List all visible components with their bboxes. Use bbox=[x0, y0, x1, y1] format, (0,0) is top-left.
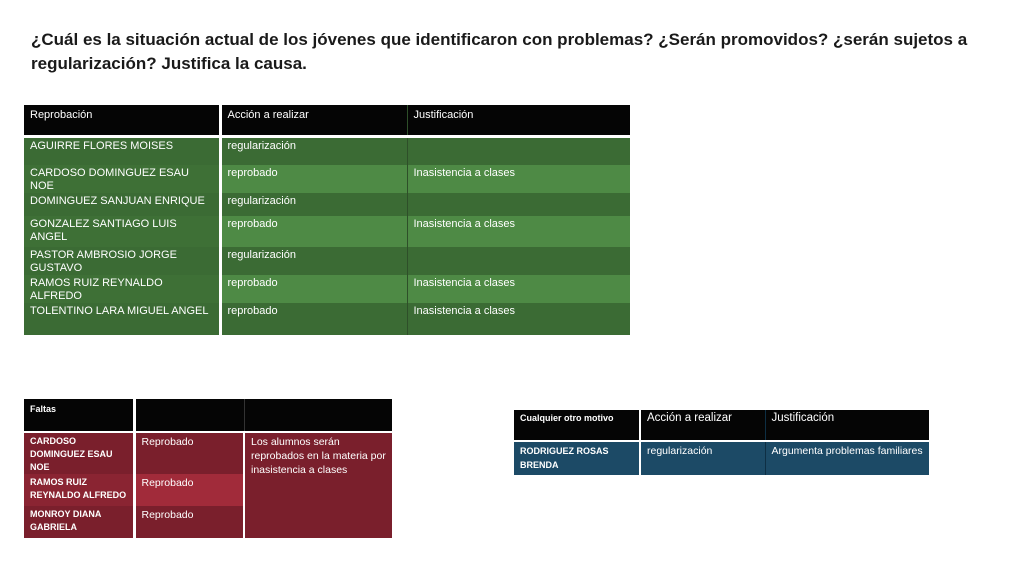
student-name: GONZALEZ SANTIAGO LUIS ANGEL bbox=[24, 216, 220, 247]
table-header-row bbox=[24, 399, 392, 432]
justification-cell: Inasistencia a clases bbox=[407, 216, 630, 247]
table-row bbox=[514, 441, 929, 475]
faltas-table bbox=[24, 399, 392, 538]
header-faltas: Faltas bbox=[24, 399, 134, 432]
student-name: RAMOS RUIZ REYNALDO ALFREDO bbox=[24, 275, 220, 303]
student-name: DOMINGUEZ SANJUAN ENRIQUE bbox=[24, 193, 220, 216]
table-row bbox=[24, 165, 630, 193]
justification-cell: Inasistencia a clases bbox=[407, 275, 630, 303]
student-name: AGUIRRE FLORES MOISES bbox=[24, 136, 220, 165]
student-name: CARDOSO DOMINGUEZ ESAU NOE bbox=[24, 165, 220, 193]
header-otro-motivo: Cualquier otro motivo bbox=[514, 410, 640, 441]
table-header-row bbox=[24, 105, 630, 136]
table-row bbox=[24, 136, 630, 165]
justification-cell: Inasistencia a clases bbox=[407, 165, 630, 193]
justification-cell: Los alumnos serán reprobados en la materia por inasistencia a clases bbox=[244, 432, 392, 538]
header-justificacion: Justificación bbox=[765, 410, 929, 441]
justification-cell bbox=[407, 247, 630, 275]
student-name: TOLENTINO LARA MIGUEL ANGEL bbox=[24, 303, 220, 335]
action-cell: reprobado bbox=[220, 165, 407, 193]
action-cell: Reprobado bbox=[134, 432, 244, 474]
reprobacion-table bbox=[24, 105, 630, 335]
action-cell: regularización bbox=[640, 441, 765, 475]
header-empty-2 bbox=[244, 399, 392, 432]
header-justificacion: Justificación bbox=[407, 105, 630, 136]
justification-cell bbox=[407, 193, 630, 216]
header-accion: Acción a realizar bbox=[220, 105, 407, 136]
action-cell: reprobado bbox=[220, 216, 407, 247]
slide-title: ¿Cuál es la situación actual de los jóvenes que identificaron con problemas? ¿Serán promovidos? ¿serán sujetos a regularización? Justifica la causa. bbox=[31, 30, 968, 73]
otro-motivo-table bbox=[514, 410, 929, 475]
action-cell: Reprobado bbox=[134, 506, 244, 538]
action-cell: regularización bbox=[220, 247, 407, 275]
student-name: MONROY DIANA GABRIELA bbox=[24, 506, 134, 538]
header-reprobacion: Reprobación bbox=[24, 105, 220, 136]
table-header-row bbox=[514, 410, 929, 441]
action-cell: reprobado bbox=[220, 275, 407, 303]
student-name: RAMOS RUIZ REYNALDO ALFREDO bbox=[24, 474, 134, 506]
table-row bbox=[24, 216, 630, 247]
student-name: RODRIGUEZ ROSAS BRENDA bbox=[514, 441, 640, 475]
justification-cell bbox=[407, 136, 630, 165]
header-accion: Acción a realizar bbox=[640, 410, 765, 441]
table-row bbox=[24, 193, 630, 216]
student-name: CARDOSO DOMINGUEZ ESAU NOE bbox=[24, 432, 134, 474]
header-empty-1 bbox=[134, 399, 244, 432]
action-cell: regularización bbox=[220, 193, 407, 216]
student-name: PASTOR AMBROSIO JORGE GUSTAVO bbox=[24, 247, 220, 275]
action-cell: Reprobado bbox=[134, 474, 244, 506]
justification-cell: Inasistencia a clases bbox=[407, 303, 630, 335]
table-row bbox=[24, 432, 392, 474]
table-row bbox=[24, 275, 630, 303]
justification-cell: Argumenta problemas familiares bbox=[765, 441, 929, 475]
action-cell: regularización bbox=[220, 136, 407, 165]
table-row bbox=[24, 303, 630, 335]
table-row bbox=[24, 247, 630, 275]
action-cell: reprobado bbox=[220, 303, 407, 335]
